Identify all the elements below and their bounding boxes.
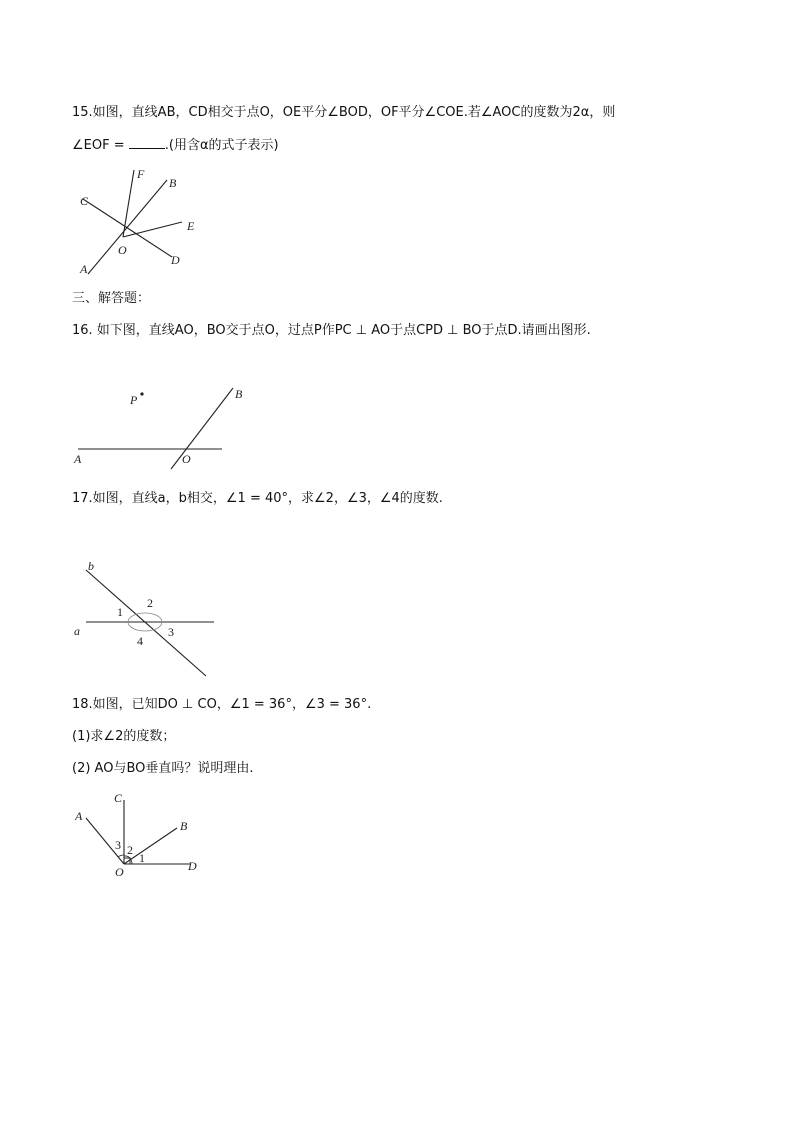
q18-label-O: O	[115, 865, 124, 879]
q15-ray-OE	[123, 222, 182, 237]
q18-text: 18.如图，已知DO ⊥ CO，∠1 = 36°，∠3 = 36°.	[72, 697, 372, 712]
q18-figure	[72, 788, 212, 880]
q15-answer-suffix: .(用含α的式子表示)	[164, 138, 279, 153]
q17-text: 17.如图，直线a，b相交，∠1 = 40°，求∠2，∠3，∠4的度数.	[72, 491, 443, 506]
q18-angle-2: 2	[127, 843, 133, 857]
q15-text-line1: 15.如图，直线AB，CD相交于点O，OE平分∠BOD，OF平分∠COE.若∠AOC的度数为2α，则	[72, 105, 616, 120]
q15-text-line2	[72, 136, 279, 155]
q15-label-E: E	[187, 219, 195, 233]
q15-label-C: C	[80, 194, 89, 208]
q16-text: 16. 如下图，直线AO，BO交于点O，过点P作PC ⊥ AO于点CPD ⊥ BO于点D.请画出图形.	[72, 323, 591, 338]
q15-answer-blank	[129, 136, 165, 149]
q16-label-P: P	[130, 393, 138, 407]
q17-figure	[72, 556, 222, 680]
q18-angle-1: 1	[139, 851, 145, 865]
q16-label-O: O	[182, 452, 191, 466]
q15-line-AB	[88, 180, 167, 274]
q17-label-b: b	[88, 559, 94, 573]
q15-label-D: D	[171, 253, 180, 267]
section-heading: 三、解答题：	[72, 291, 151, 306]
q18-angle1-arc	[131, 860, 132, 864]
q15-figure	[72, 162, 212, 280]
q15-ray-OF	[123, 170, 134, 237]
q17-angle-4: 4	[137, 634, 143, 648]
q18-label-C: C	[114, 791, 123, 805]
q17-angle-3: 3	[168, 625, 174, 639]
q17-label-a: a	[74, 624, 80, 638]
q17-line-b	[86, 570, 206, 676]
q18-label-A: A	[75, 809, 83, 823]
q16-point-P	[140, 392, 143, 395]
q18-part2: (2) AO与BO垂直吗？说明理由.	[72, 761, 254, 776]
q15-label-F: F	[137, 167, 145, 181]
q16-label-B: B	[235, 387, 243, 401]
q17-angle-1: 1	[117, 605, 123, 619]
q15-label-O: O	[118, 243, 127, 257]
q17-angle-2: 2	[147, 596, 153, 610]
q18-label-B: B	[180, 819, 188, 833]
q18-label-D: D	[188, 859, 197, 873]
q18-part1: (1)求∠2的度数；	[72, 729, 176, 744]
q18-angle3-arc	[118, 855, 124, 857]
q15-answer-prefix: ∠EOF =	[72, 138, 129, 153]
q16-label-A: A	[74, 452, 82, 466]
q16-figure	[72, 382, 262, 470]
q18-angle-3: 3	[115, 838, 121, 852]
q16-line-BO	[171, 388, 233, 469]
q15-label-B: B	[169, 176, 177, 190]
q15-label-A: A	[80, 262, 88, 276]
